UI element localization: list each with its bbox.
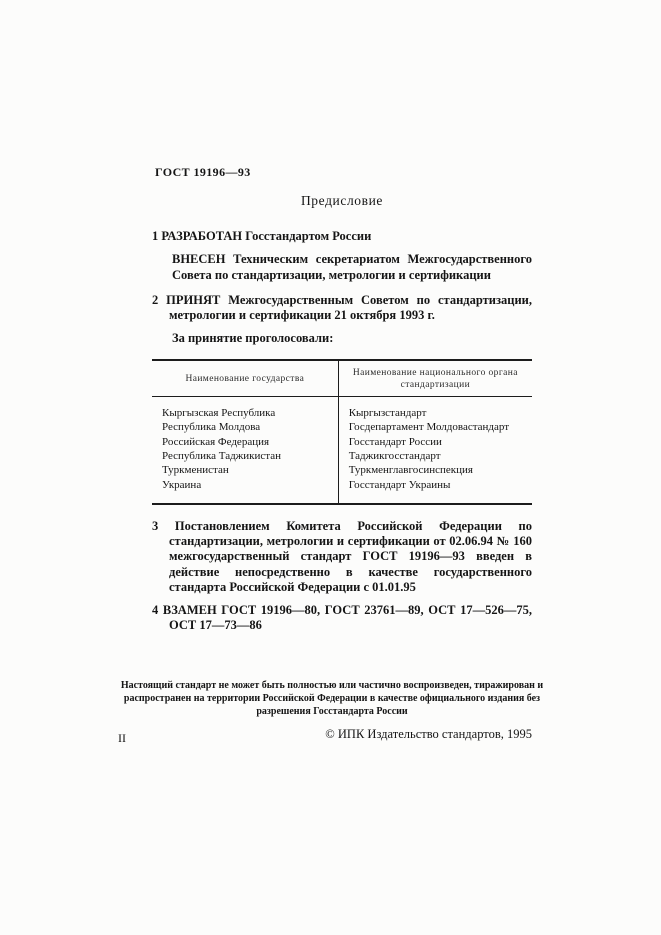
disclaimer-text: Настоящий стандарт не может быть полностью или частично воспроизведен, тиражирован и распространен на территории Российской Федерации в качестве официального издания без разрешения Госстандарта России [120, 680, 544, 717]
copyright-line: © ИПК Издательство стандартов, 1995 [325, 726, 532, 741]
country-cell: Республика Молдова [162, 421, 261, 434]
item-1: 1 РАЗРАБОТАН Госстандартом России [152, 229, 372, 243]
vote-table [152, 359, 532, 505]
table-row [152, 478, 532, 504]
table-row [152, 463, 532, 477]
table-header-row [152, 360, 532, 397]
table-header-country: Наименование государства [152, 360, 338, 397]
table-header-org: Наименование национального органа стандартизации [338, 360, 532, 397]
item-3: 3 Постановлением Комитета Российской Федерации по стандартизации, метрологии и сертификации от 02.06.94 № 160 межгосударственный стандарт ГОСТ 19196—93 введен в действие непосредственно в качестве государственного стандарта Российской Федерации с 01.01.95 [152, 518, 532, 594]
org-cell: Госстандарт России [338, 435, 532, 449]
table-row [152, 420, 532, 434]
table-row [152, 449, 532, 463]
page-number: II [118, 731, 126, 745]
country-cell: Туркменистан [162, 464, 229, 477]
org-cell: Таджикгосстандарт [338, 449, 532, 463]
country-cell: Российская Федерация [162, 435, 270, 448]
vote-table-body [152, 397, 532, 504]
org-cell: Туркменглавгосинспекция [338, 463, 532, 477]
page-content [152, 193, 532, 742]
table-row [152, 435, 532, 449]
org-cell: Кыргызстандарт [338, 397, 532, 421]
vote-table-head [152, 360, 532, 397]
org-cell: Госдепартамент Молдовастандарт [338, 420, 532, 434]
doc-number: ГОСТ 19196—93 [155, 165, 251, 179]
country-cell: Украина [162, 478, 202, 491]
country-cell: Кыргызская Республика [162, 407, 276, 420]
item-2: 2 ПРИНЯТ Межгосударственным Советом по стандартизации, метрологии и сертификации 21 октября 1993 г. [152, 292, 532, 322]
country-cell: Республика Таджикистан [162, 450, 281, 463]
item-2-sub: За принятие проголосовали: [172, 331, 334, 346]
page-title: Предисловие [300, 193, 384, 208]
item-1-sub: ВНЕСЕН Техническим секретариатом Межгосударственного Совета по стандартизации, метрологии и сертификации [172, 252, 532, 282]
org-cell: Госстандарт Украины [338, 478, 532, 504]
table-row [152, 397, 532, 421]
item-4: 4 ВЗАМЕН ГОСТ 19196—80, ГОСТ 23761—89, ОСТ 17—526—75, ОСТ 17—73—86 [152, 603, 532, 633]
